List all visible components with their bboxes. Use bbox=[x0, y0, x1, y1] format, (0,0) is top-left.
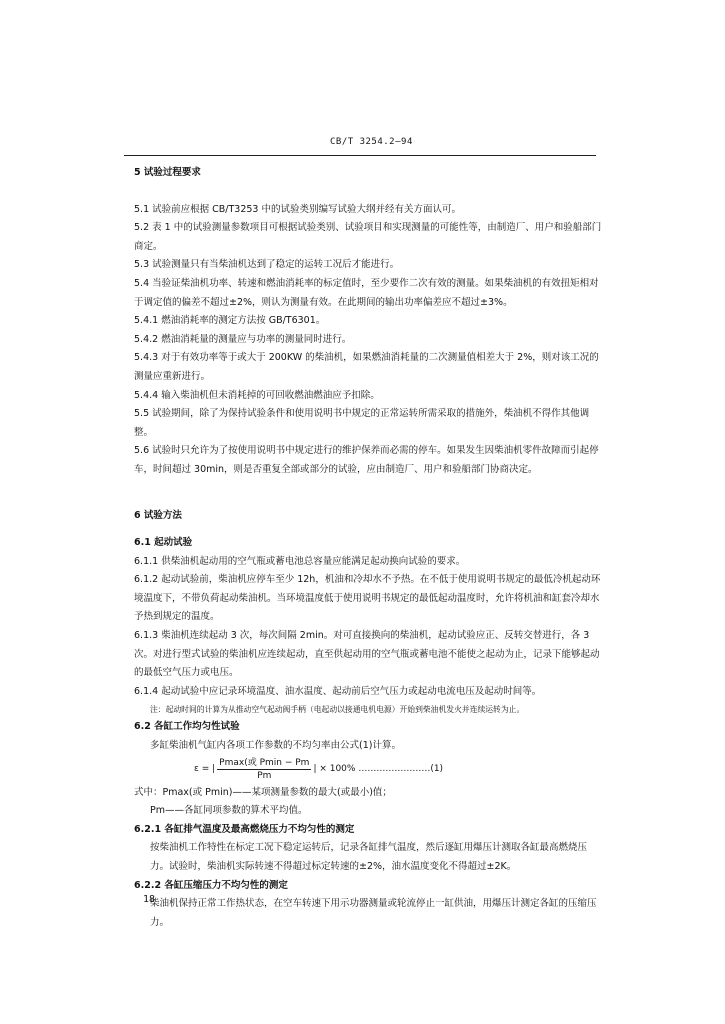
formula-denominator: Pm bbox=[257, 771, 272, 782]
formula-1 bbox=[134, 756, 602, 784]
clause-6-1-4: 6.1.4 起动试验中应记录环境温度、油水温度、起动前后空气压力或起动电流电压及起动时间等。 bbox=[134, 685, 542, 697]
clause-6-1: 6.1 起动试验 bbox=[134, 537, 193, 549]
clause-5-1: 5.1 试验前应根据 CB/T3253 中的试验类别编写试验大纲并经有关方面认可。 bbox=[134, 203, 461, 215]
clause-5-3: 5.3 试验测量只有当柴油机达到了稳定的运转工况后才能进行。 bbox=[134, 259, 400, 271]
standard-code: CB/T 3254.2—94 bbox=[330, 137, 413, 147]
page-header bbox=[124, 135, 596, 156]
clause-5-2: 5.2 表 1 中的试验测量参数项目可根据试验类别、试验项目和实现测量的可能性等，由制造厂、用户和验船部门商定。 bbox=[134, 222, 602, 252]
formula-rhs: | × 100% ……………………(1) bbox=[313, 764, 444, 775]
formula-numerator: Pmax(或 Pmin − Pm bbox=[219, 758, 310, 769]
clause-6-2-2-text: 柴油机保持正常工作热状态，在空车转速下用示功器测量或轮流停止一缸供油，用爆压计测定各缸的压缩压力。 bbox=[150, 898, 597, 928]
clause-6-1-1: 6.1.1 供柴油机起动用的空气瓶或蓄电池总容量应能满足起动换向试验的要求。 bbox=[134, 555, 466, 567]
clause-5-4-4: 5.4.4 输入柴油机但未消耗掉的可回收燃油燃油应予扣除。 bbox=[134, 389, 380, 401]
formula-definition-1: 式中：Pmax(或 Pmin)——某项测量参数的最大(或最小)值； bbox=[134, 786, 392, 798]
page-number: 18 bbox=[143, 894, 156, 905]
clause-6-2-intro: 多缸柴油机气缸内各项工作参数的不均匀率由公式(1)计算。 bbox=[150, 740, 401, 752]
clause-6-1-2: 6.1.2 起动试验前，柴油机应停车至少 12h，机油和冷却水不予热。在不低于使用说明书规定的最低冷机起动环境温度下，不带负荷起动柴油机。当环境温度低于使用说明书规定的最低起动温度时，允许将机油和缸套冷却水予热到规定的温度。 bbox=[134, 574, 601, 623]
clause-6-2-1: 6.2.1 各缸排气温度及最高燃烧压力不均匀性的测定 bbox=[134, 823, 355, 835]
clause-6-2-1-text: 按柴油机工作特性在标定工况下稳定运转后，记录各缸排气温度，然后逐缸用爆压计测取各缸最高燃烧压力。试验时，柴油机实际转速不得超过标定转速的±2%，油水温度变化不得超过±2K。 bbox=[150, 842, 588, 872]
clause-5-4-3: 5.4.3 对于有效功率等于或大于 200KW 的柴油机，如果燃油消耗量的二次测量值相差大于 2%，则对该工况的测量应重新进行。 bbox=[134, 352, 599, 382]
formula-fraction bbox=[217, 757, 311, 782]
clause-6-1-note: 注：起动时间的计算为从推动空气起动阀手柄（电起动以接通电机电源）开始到柴油机发火并连续运转为止。 bbox=[150, 705, 525, 715]
section-6-title: 6 试验方法 bbox=[134, 509, 182, 521]
clause-6-2-2: 6.2.2 各缸压缩压力不均匀性的测定 bbox=[134, 879, 288, 891]
clause-5-4: 5.4 当验证柴油机功率、转速和燃油消耗率的标定值时，至少要作二次有效的测量。如果柴油机的有效扭矩相对于调定值的偏差不超过±2%，则认为测量有效。在此期间的输出功率偏差应不超过±3%。 bbox=[134, 277, 599, 308]
section-5-title: 5 试验过程要求 bbox=[134, 167, 201, 178]
clause-6-1-3: 6.1.3 柴油机连续起动 3 次，每次间隔 2min。对可直接换向的柴油机，起动试验应正、反转交替进行，各 3 次。对进行型式试验的柴油机应连续起动，直至供起动用的空气瓶或蓄电池不能使之起动为止，记录下能够起动的最低空气压力或电压。 bbox=[134, 630, 600, 679]
clause-5-5: 5.5 试验期间，除了为保持试验条件和使用说明书中规定的正常运转所需采取的措施外，柴油机不得作其他调整。 bbox=[134, 408, 590, 438]
clause-5-6: 5.6 试验时只允许为了按使用说明书中规定进行的维护保养而必需的停车。如果发生因柴油机零件故障而引起停车，时间超过 30min，则是否重复全部或部分的试验，应由制造厂、用户和验船部门协商决定。 bbox=[134, 445, 599, 475]
clause-5-4-2: 5.4.2 燃油消耗量的测量应与功率的测量同时进行。 bbox=[134, 333, 352, 345]
document-body bbox=[134, 164, 602, 932]
clause-6-2: 6.2 各缸工作均匀性试验 bbox=[134, 721, 240, 733]
formula-definition-2: Pm——各缸同项参数的算术平均值。 bbox=[150, 805, 308, 817]
formula-lhs: ε = | bbox=[194, 764, 216, 775]
clause-5-4-1: 5.4.1 燃油消耗率的测定方法按 GB/T6301。 bbox=[134, 315, 326, 327]
